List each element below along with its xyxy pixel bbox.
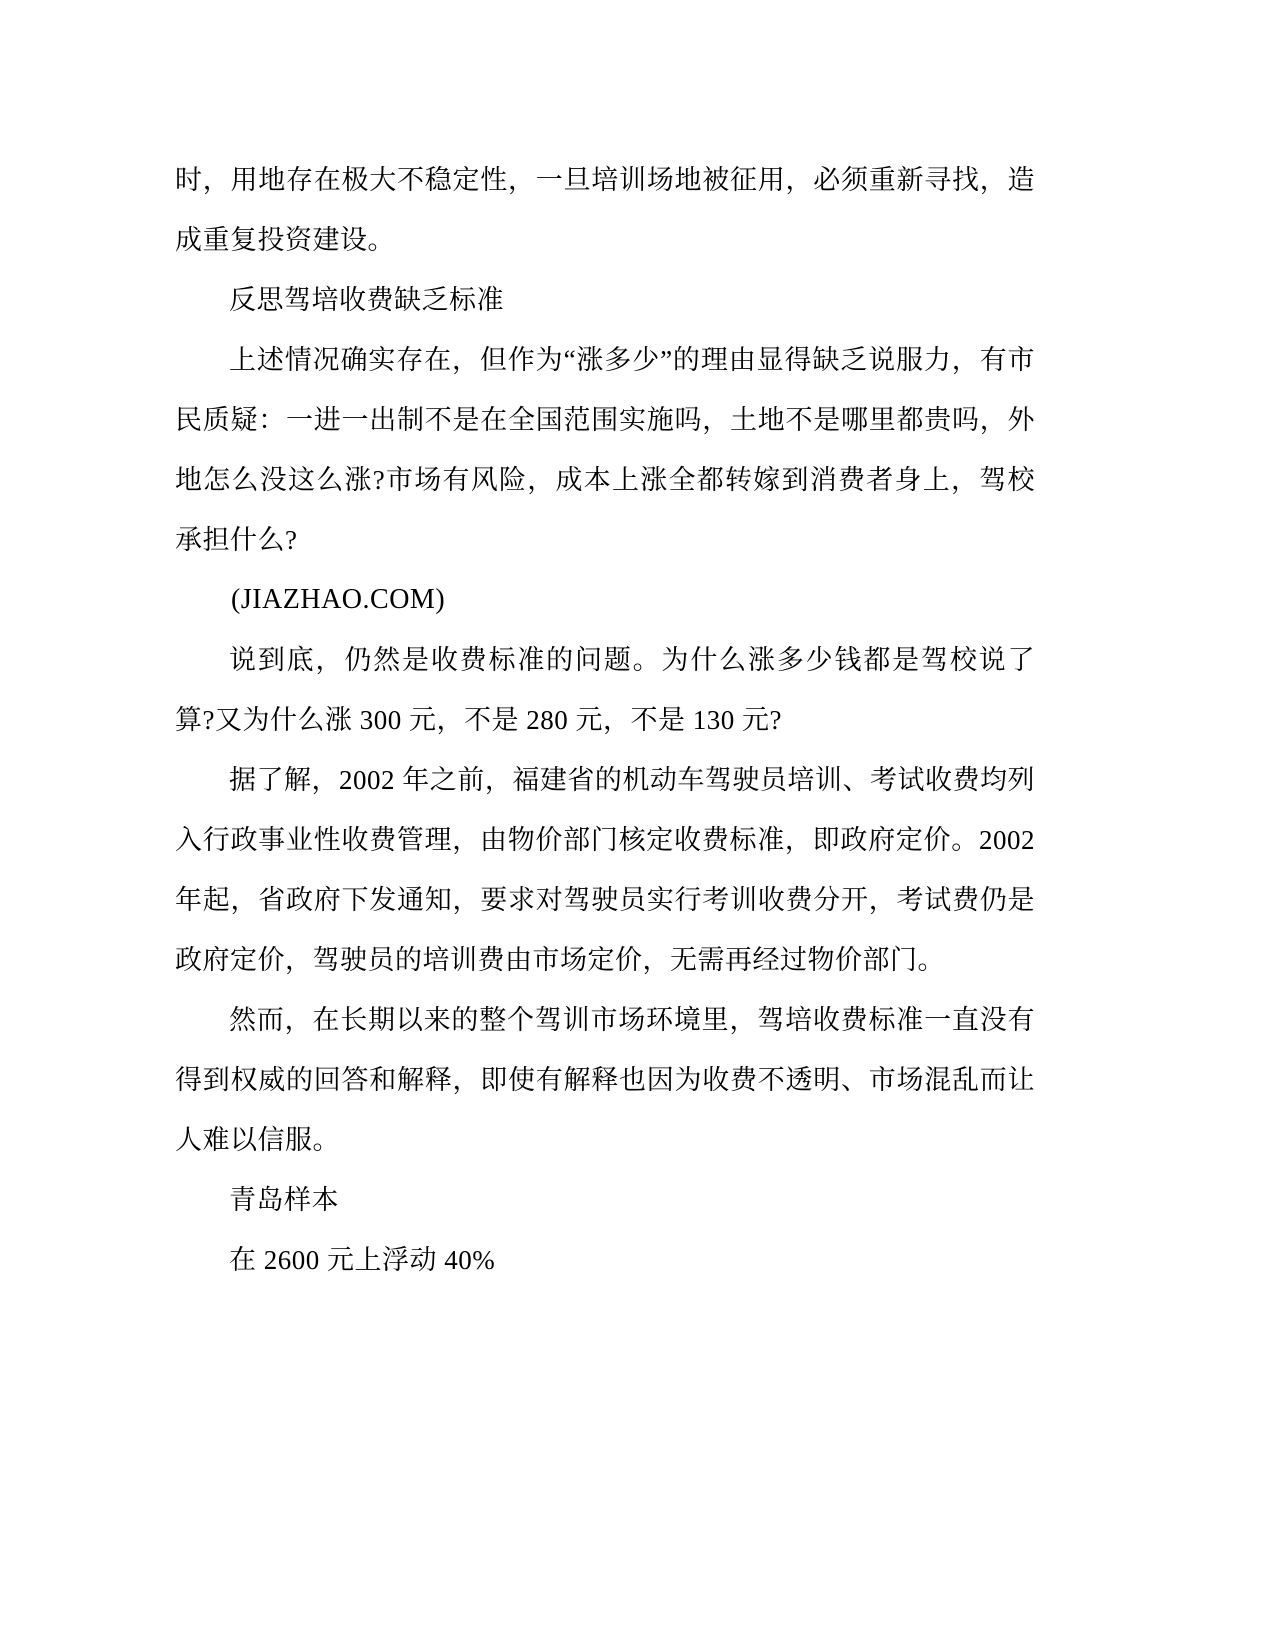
paragraph-heading-reflection: 反思驾培收费缺乏标准 — [229, 285, 504, 315]
paragraph-price-question: 说到底，仍然是收费标准的问题。为什么涨多少钱都是驾校说了算?又为什么涨 300 元，不是 280 元，不是 130 元? — [175, 645, 1035, 735]
paragraph-no-standard: 然而，在长期以来的整个驾训市场环境里，驾培收费标准一直没有得到权威的回答和解释，即使有解释也因为收费不透明、市场混乱而让人难以信服。 — [175, 1005, 1035, 1155]
paragraph-heading-qingdao: 青岛样本 — [229, 1185, 339, 1215]
paragraph-source-tag: (JIAZHAO.COM) — [231, 584, 446, 615]
document-body — [175, 150, 1043, 1290]
paragraph-public-doubt: 上述情况确实存在，但作为“涨多少”的理由显得缺乏说服力，有市民质疑：一进一出制不是在全国范围实施吗，土地不是哪里都贵吗，外地怎么没这么涨?市场有风险，成本上涨全都转嫁到消费者身上，驾校承担什么? — [175, 345, 1035, 555]
paragraph-history-2002: 据了解，2002 年之前，福建省的机动车驾驶员培训、考试收费均列入行政事业性收费管理，由物价部门核定收费标准，即政府定价。2002 年起，省政府下发通知，要求对驾驶员实行考训收费分开，考试费仍是政府定价，驾驶员的培训费由市场定价，无需再经过物价部门。 — [175, 765, 1043, 975]
paragraph-continued-land: 时，用地存在极大不稳定性，一旦培训场地被征用，必须重新寻找，造成重复投资建设。 — [175, 165, 1035, 255]
paragraph-qingdao-rate: 在 2600 元上浮动 40% — [229, 1245, 496, 1275]
